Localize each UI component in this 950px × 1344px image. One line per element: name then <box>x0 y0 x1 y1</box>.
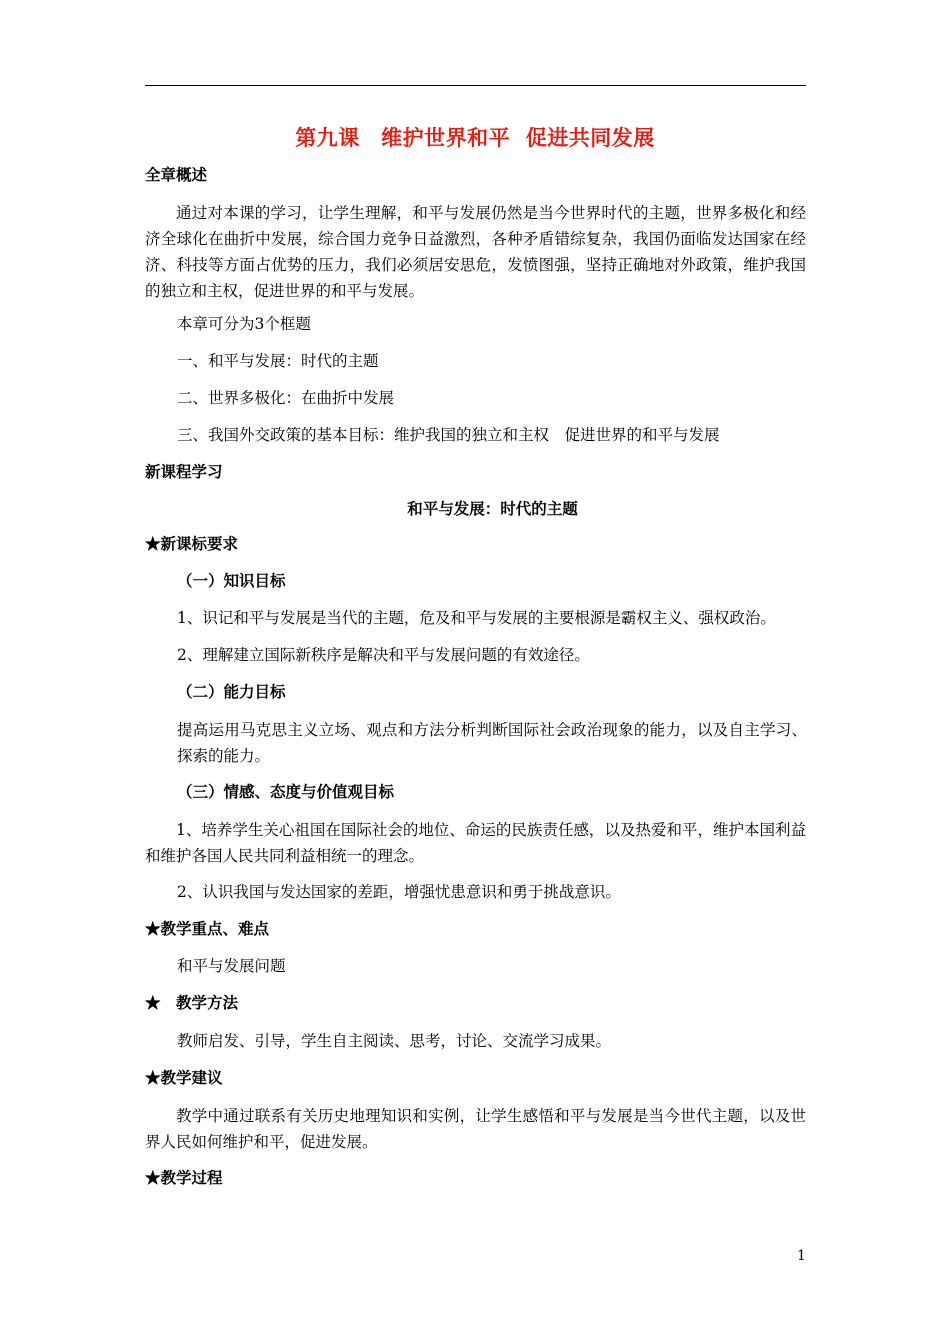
section-title: 和平与发展：时代的主题 <box>407 499 578 518</box>
division-item-2: 二、世界多极化：在曲折中发展 <box>177 389 395 407</box>
key-points-heading: ★教学重点、难点 <box>145 919 270 938</box>
lesson-title: 第九课 维护世界和平 促进共同发展 <box>295 125 655 150</box>
ability-paragraph: 提高运用马克思主义立场、观点和方法分析判断国际社会政治现象的能力，以及自主学习、探索的能力。 <box>177 721 807 765</box>
overview-paragraph: 通过对本课的学习，让学生理解，和平与发展仍然是当今世界时代的主题，世界多极化和经济全球化在曲折中发展，综合国力竞争日益激烈，各种矛盾错综复杂，我国仍面临发达国家在经济、科技等方面占优势的压力，我们必须居安思危，发愤图强，坚持正确地对外政策，维护我国的独立和主权，促进世界的和平与发展。 <box>145 204 806 300</box>
division-item-3: 三、我国外交政策的基本目标：维护我国的独立和主权 促进世界的和平与发展 <box>177 426 720 444</box>
process-heading: ★教学过程 <box>145 1168 223 1187</box>
ability-heading: （二）能力目标 <box>177 682 286 701</box>
header-rule <box>145 85 806 86</box>
suggestion-paragraph: 教学中通过联系有关历史地理知识和实例，让学生感悟和平与发展是当今世代主题，以及世界人民如何维护和平，促进发展。 <box>145 1107 806 1151</box>
key-points-text: 和平与发展问题 <box>177 957 286 975</box>
method-text: 教师启发、引导，学生自主阅读、思考，讨论、交流学习成果。 <box>177 1032 612 1050</box>
division-intro: 本章可分为3个框题 <box>177 315 311 333</box>
method-heading: ★ 教学方法 <box>145 993 239 1012</box>
knowledge-item-1: 1、识记和平与发展是当代的主题，危及和平与发展的主要根源是霸权主义、强权政治。 <box>177 609 776 627</box>
new-course-heading: 新课程学习 <box>145 462 223 481</box>
knowledge-heading: （一）知识目标 <box>177 571 286 590</box>
emotion-item-2: 2、认识我国与发达国家的差距，增强忧患意识和勇于挑战意识。 <box>177 883 621 901</box>
emotion-heading: （三）情感、态度与价值观目标 <box>177 782 395 801</box>
knowledge-item-2: 2、理解建立国际新秩序是解决和平与发展问题的有效途径。 <box>177 646 590 664</box>
standards-heading: ★新课标要求 <box>145 534 239 553</box>
division-item-1: 一、和平与发展：时代的主题 <box>177 352 379 370</box>
page-number: 1 <box>797 1248 806 1264</box>
emotion-item-1: 1、培养学生关心祖国在国际社会的地位、命运的民族责任感，以及热爱和平，维护本国利益和维护各国人民共同利益相统一的理念。 <box>145 821 806 865</box>
overview-heading: 全章概述 <box>145 165 208 184</box>
suggestion-heading: ★教学建议 <box>145 1068 223 1087</box>
